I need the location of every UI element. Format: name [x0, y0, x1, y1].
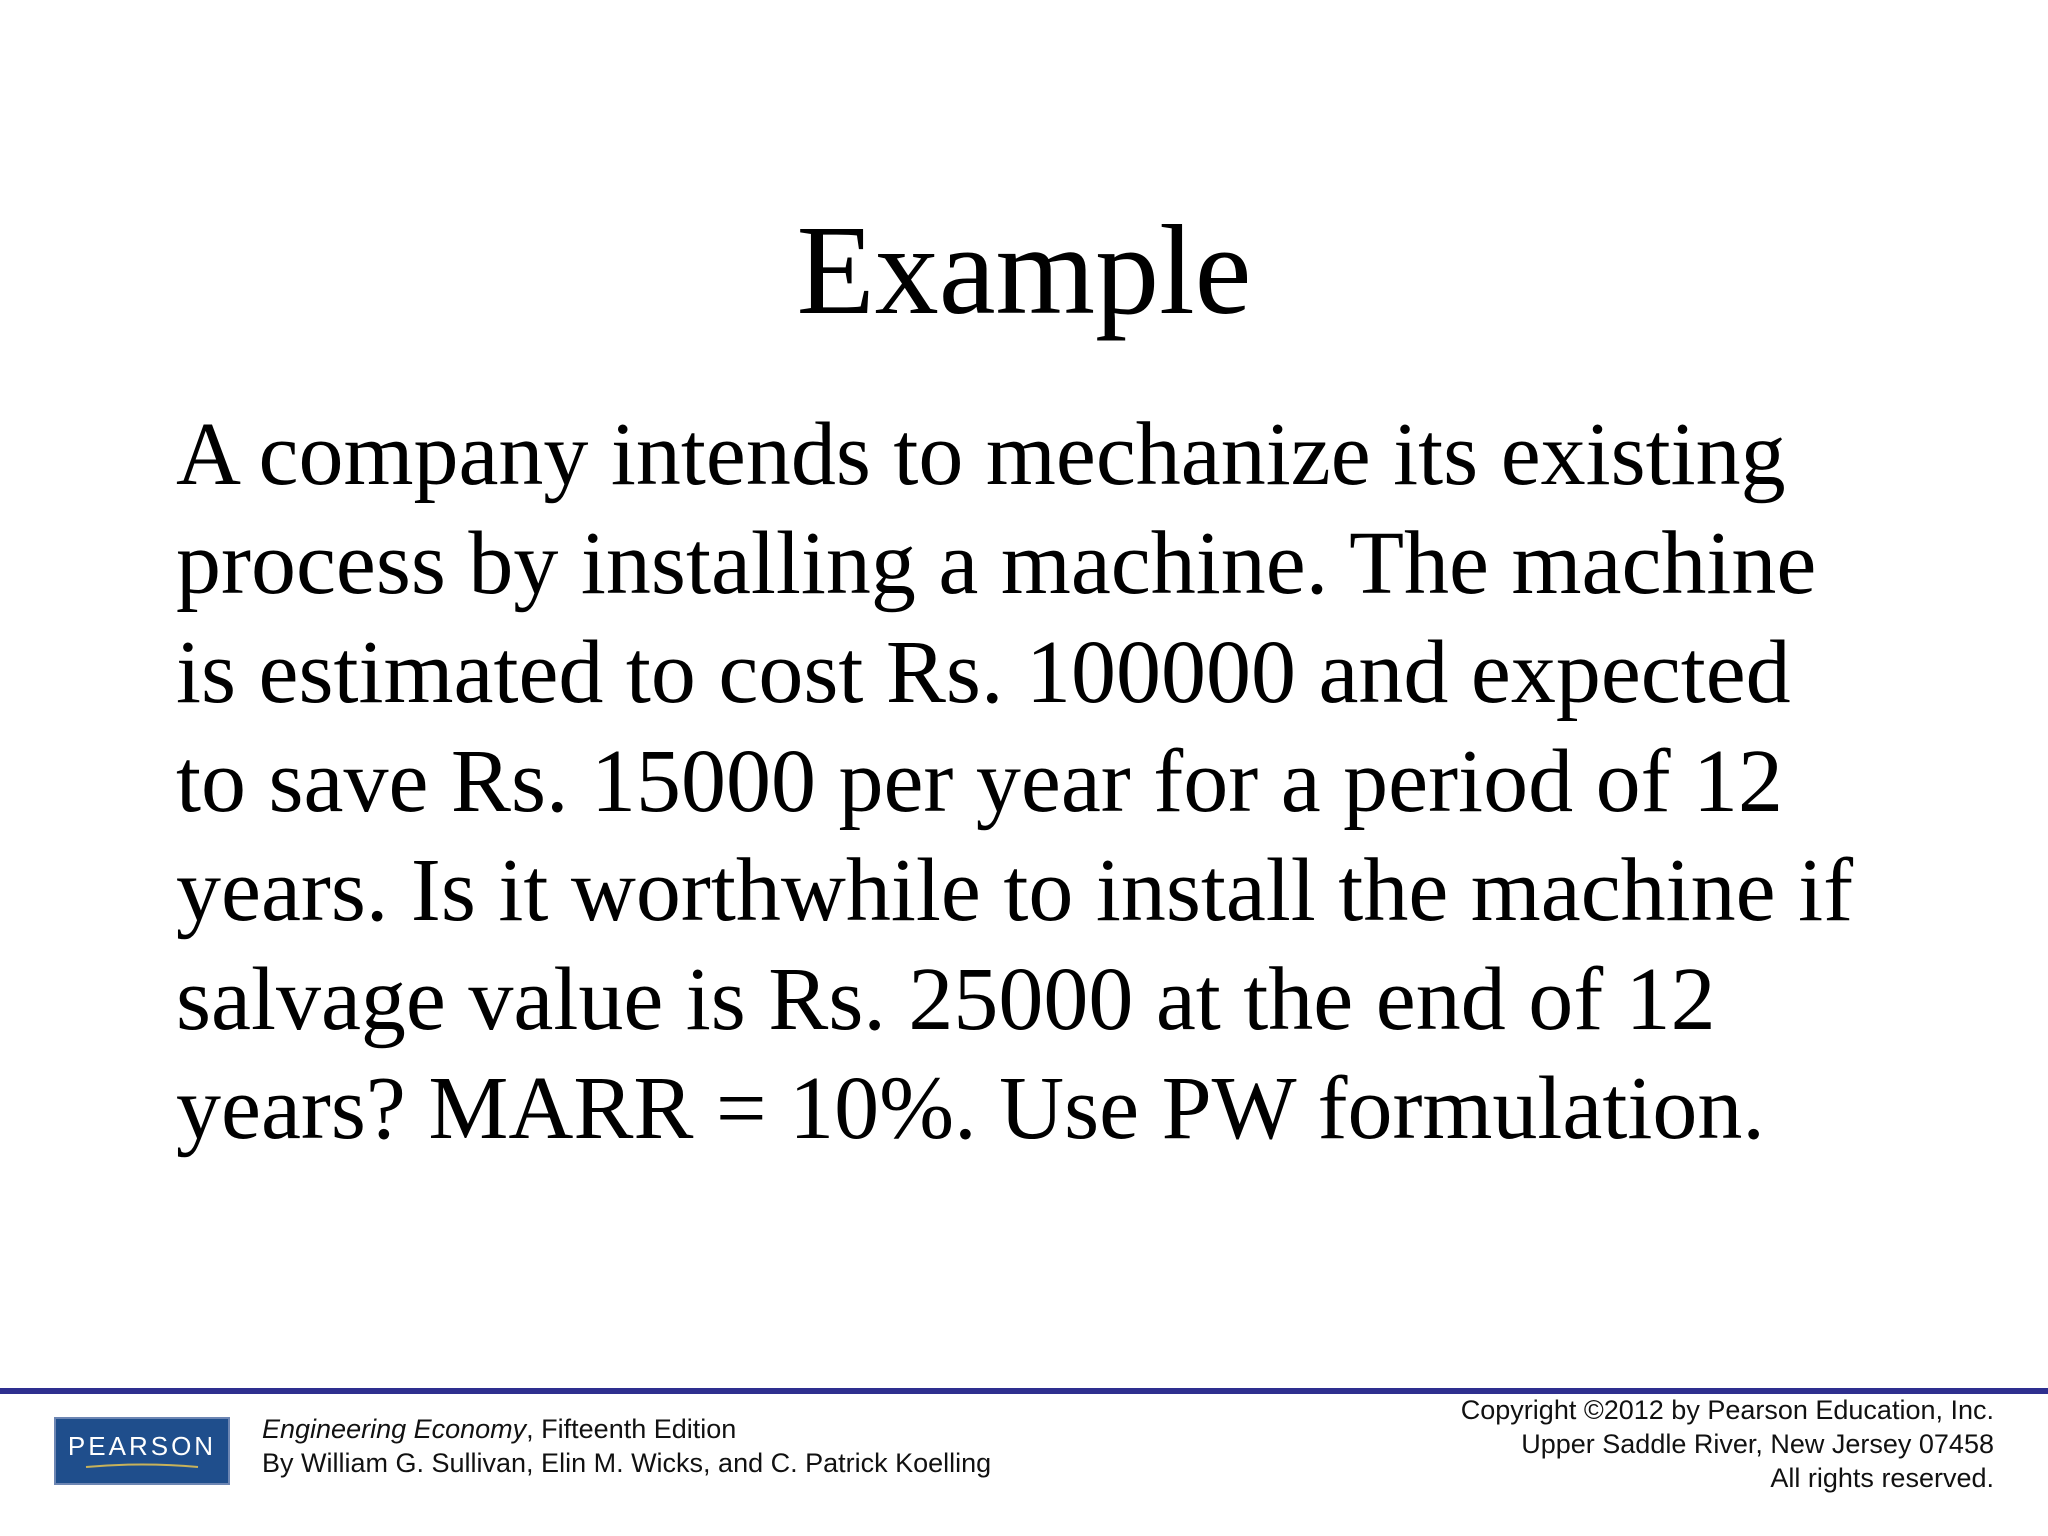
body-line: years. Is it worthwhile to install the machine if: [176, 841, 1854, 940]
pearson-logo: [54, 1417, 230, 1485]
swoosh-icon: [82, 1461, 202, 1471]
slide-title: Example: [796, 199, 1252, 341]
copyright-line: Copyright ©2012 by Pearson Education, Inc.: [1460, 1395, 1994, 1425]
copyright-line: All rights reserved.: [1770, 1463, 1994, 1493]
slide-body: [176, 400, 1936, 1163]
pearson-logo-text: PEARSON: [67, 1431, 217, 1461]
body-line: A company intends to mechanize its existing: [176, 405, 1786, 504]
copyright-line: Upper Saddle River, New Jersey 07458: [1521, 1429, 1994, 1459]
book-title: Engineering Economy: [262, 1414, 527, 1444]
body-line: years? MARR = 10%. Use PW formulation.: [176, 1059, 1765, 1158]
book-edition: , Fifteenth Edition: [526, 1414, 737, 1444]
copyright-notice: [1461, 1393, 1994, 1495]
body-line: to save Rs. 15000 per year for a period of 12: [176, 732, 1784, 831]
book-authors: By William G. Sullivan, Elin M. Wicks, and C. Patrick Koelling: [262, 1448, 992, 1478]
book-title-line: [262, 1412, 991, 1446]
body-line: is estimated to cost Rs. 100000 and expected: [176, 623, 1791, 722]
book-citation: [262, 1412, 991, 1480]
body-line: process by installing a machine. The machine: [176, 514, 1817, 613]
body-line: salvage value is Rs. 25000 at the end of 12: [176, 950, 1716, 1049]
